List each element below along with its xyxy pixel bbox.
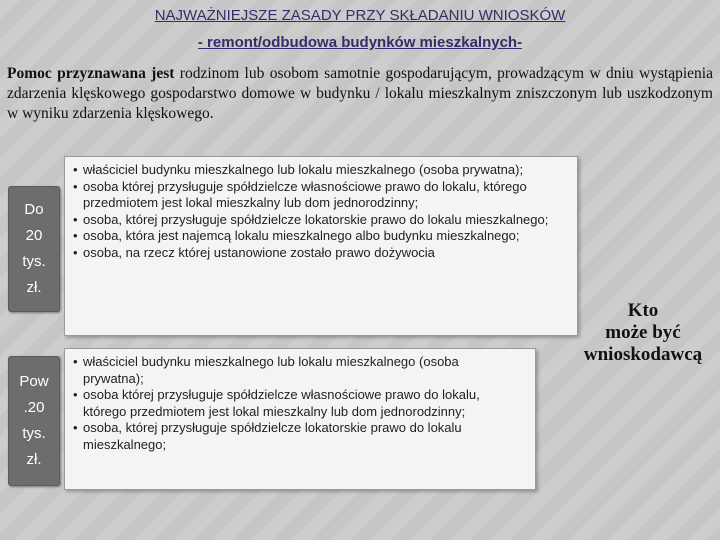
eligibility-box-over-20k xyxy=(64,348,536,490)
amount-label-text: Pow .20 tys. zł. xyxy=(19,373,49,468)
page-title: NAJWAŻNIEJSZE ZASADY PRZY SKŁADANIU WNIOSKÓW xyxy=(154,7,566,24)
who-can-apply-text: Kto może być wnioskodawcą xyxy=(583,300,703,365)
list-item: • osoba której przysługuje spółdzielcze własnościowe prawo do lokalu, którego przedmiotem jest lokal mieszkalny lub dom jednorodzinny; xyxy=(73,179,565,212)
eligibility-list-1 xyxy=(73,162,565,261)
list-item: • osoba, której przysługuje spółdzielcze lokatorskie prawo do lokalu mieszkalnego; xyxy=(73,420,523,453)
list-item: • osoba której przysługuje spółdzielcze własnościowe prawo do lokalu, którego przedmiotem jest lokal mieszkalny lub dom jednorodzinny; xyxy=(73,387,523,420)
page-subtitle: - remont/odbudowa budynków mieszkalnych- xyxy=(197,34,523,51)
list-item: • właściciel budynku mieszkalnego lub lokalu mieszkalnego (osoba prywatna); xyxy=(73,354,523,387)
list-item: • osoba, której przysługuje spółdzielcze lokatorskie prawo do lokalu mieszkalnego; xyxy=(73,212,565,229)
amount-label-text: Do 20 tys. zł. xyxy=(22,201,46,296)
eligibility-list-2 xyxy=(73,354,523,453)
list-item: • właściciel budynku mieszkalnego lub lokalu mieszkalnego (osoba prywatna); xyxy=(73,162,565,179)
who-can-apply-title xyxy=(568,300,718,366)
amount-label-up-to-20k xyxy=(8,186,60,312)
intro-paragraph xyxy=(7,64,713,124)
amount-label-over-20k xyxy=(8,356,60,486)
intro-text: rodzinom lub osobom samotnie gospodarującym, prowadzącym w dniu wystąpienia zdarzenia klęskowego gospodarstwo domowe w budynku / lokalu mieszkalnym zniszczonym lub uszkodzonym w wyniku zdarzenia klęskowego. xyxy=(7,65,713,122)
list-item: • osoba, na rzecz której ustanowione zostało prawo dożywocia xyxy=(73,245,565,262)
eligibility-box-up-to-20k xyxy=(64,156,578,336)
list-item: • osoba, która jest najemcą lokalu mieszkalnego albo budynku mieszkalnego; xyxy=(73,228,565,245)
intro-bold-text: Pomoc przyznawana jest xyxy=(7,65,175,82)
